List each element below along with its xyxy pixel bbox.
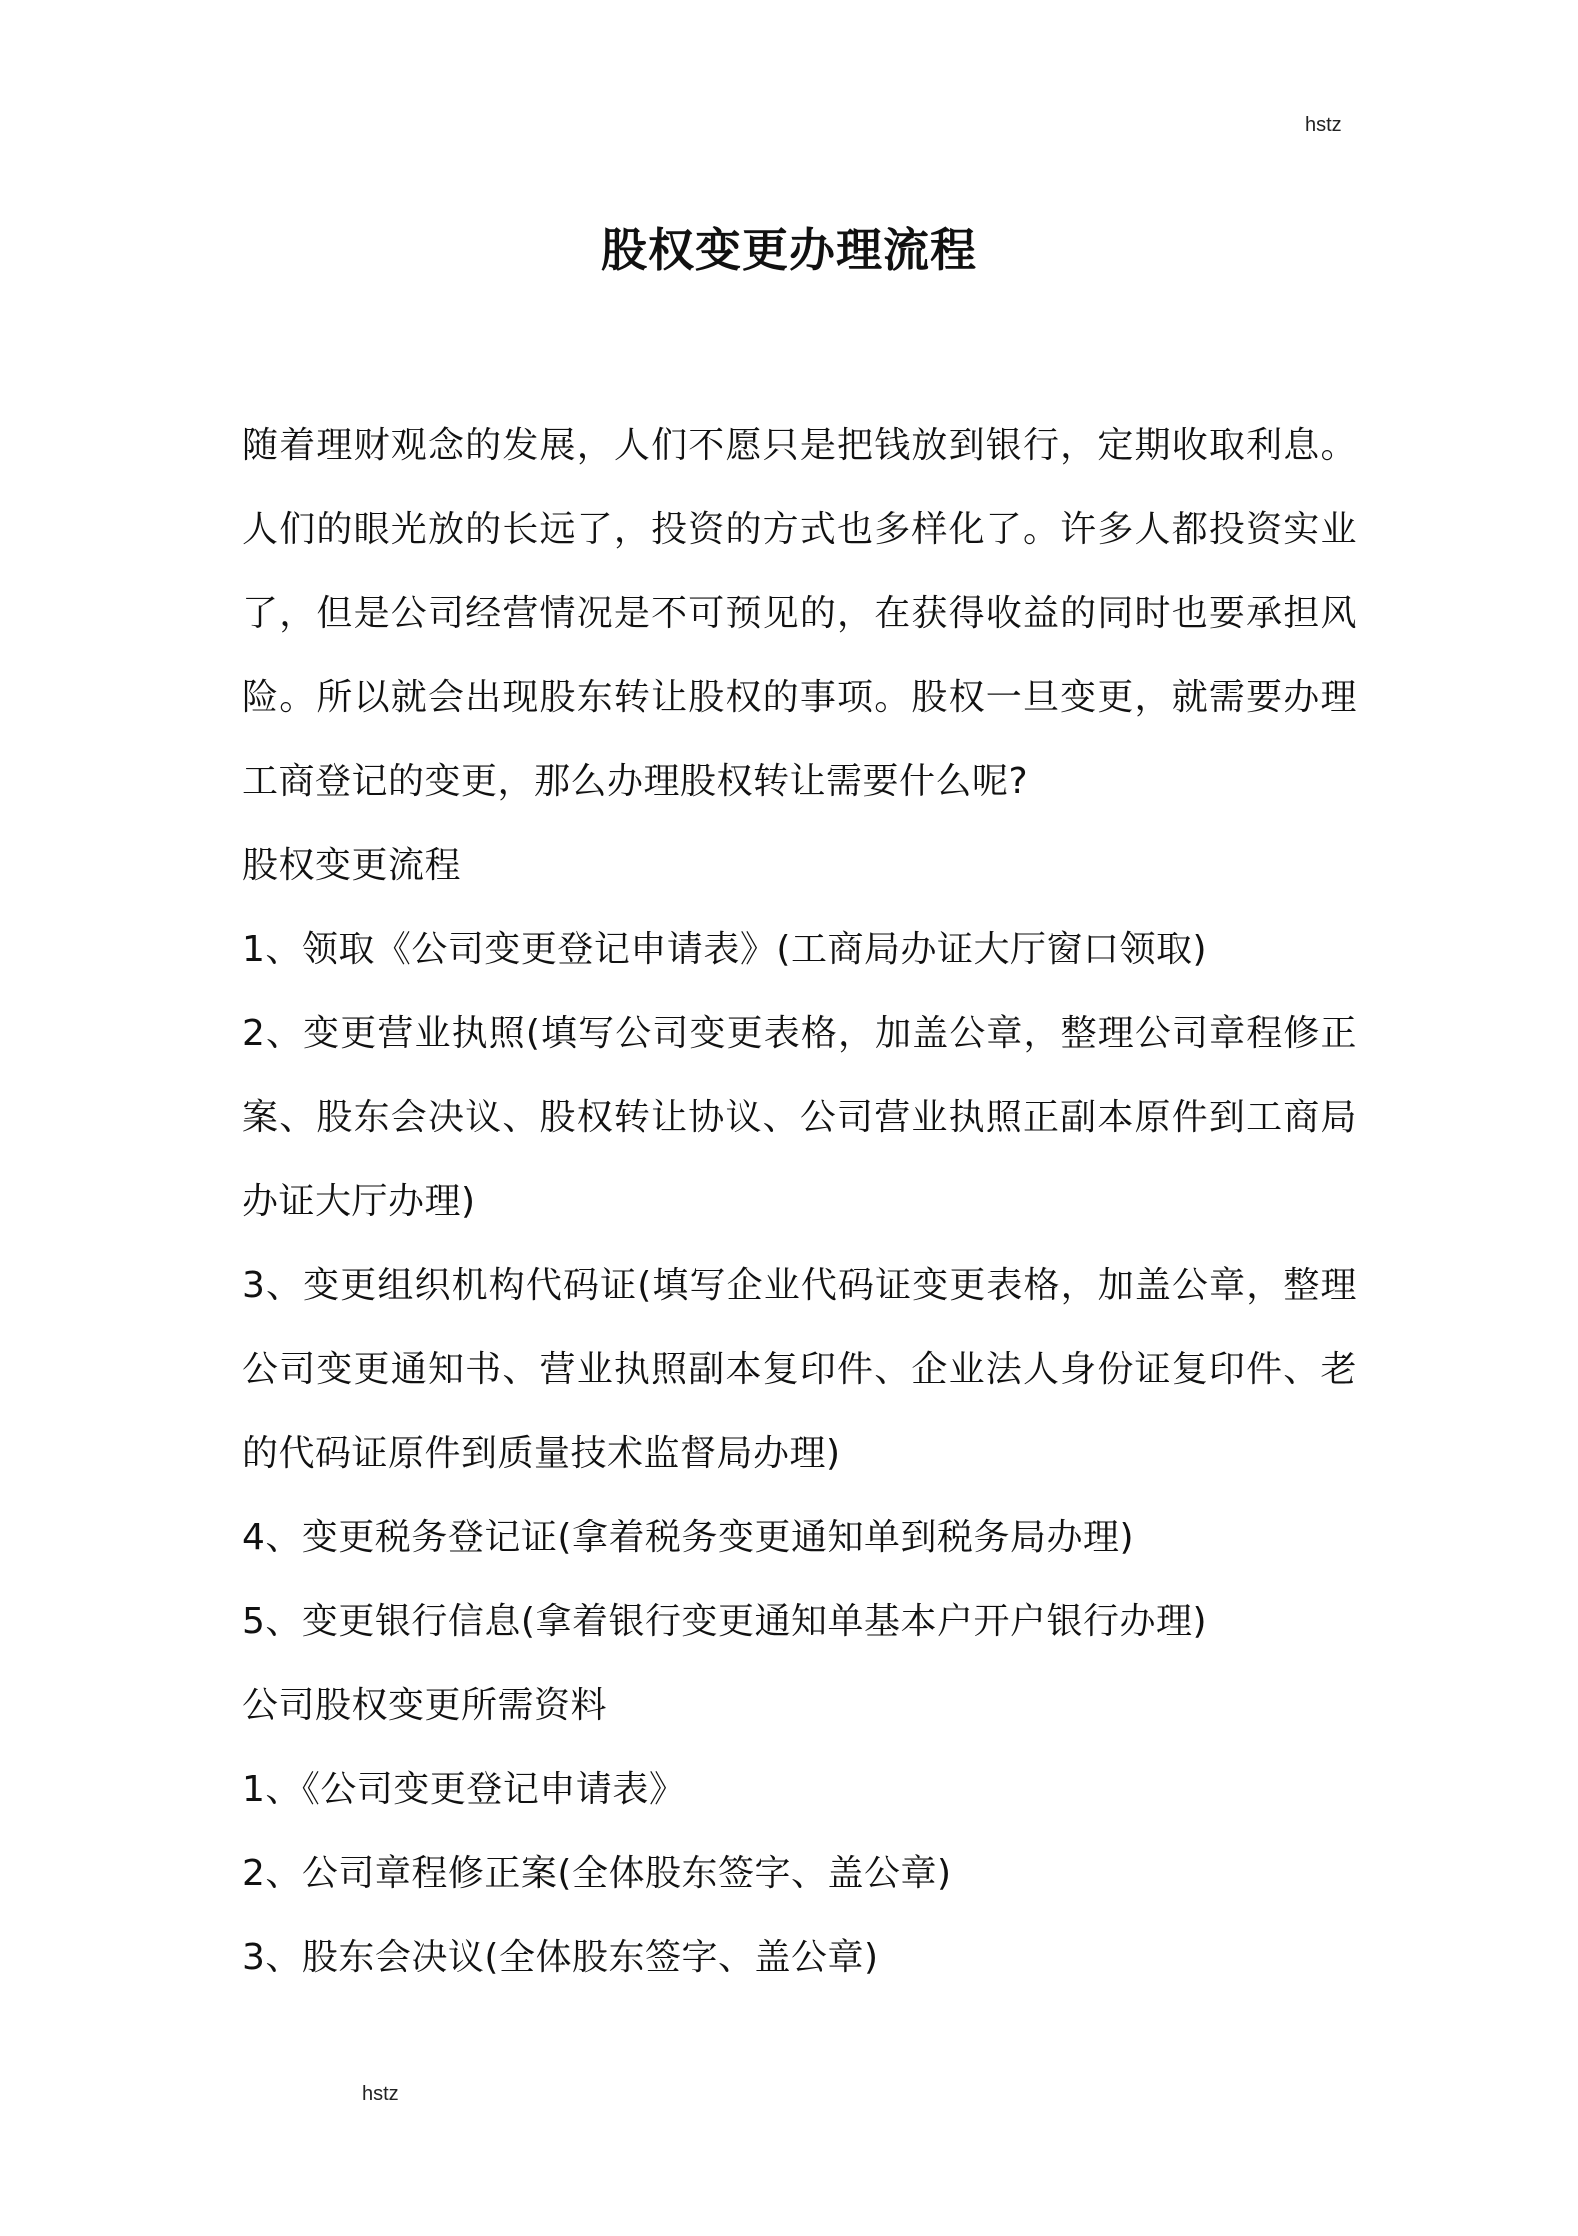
- page-title: 股权变更办理流程: [601, 223, 977, 277]
- process-step-2: 2、变更营业执照(填写公司变更表格，加盖公章，整理公司章程修正案、股东会决议、股权转让协议、公司营业执照正副本原件到工商局办证大厅办理): [242, 1013, 1357, 1222]
- process-step-1: 1、领取《公司变更登记申请表》(工商局办证大厅窗口领取): [242, 929, 1207, 970]
- footer-watermark: hstz: [362, 2083, 399, 2105]
- material-item-2: 2、公司章程修正案(全体股东签字、盖公章): [242, 1853, 952, 1894]
- process-step-4: 4、变更税务登记证(拿着税务变更通知单到税务局办理): [242, 1517, 1134, 1558]
- material-item-3: 3、股东会决议(全体股东签字、盖公章): [242, 1937, 879, 1978]
- process-step-3: 3、变更组织机构代码证(填写企业代码证变更表格，加盖公章，整理公司变更通知书、营业执照副本复印件、企业法人身份证复印件、老的代码证原件到质量技术监督局办理): [242, 1265, 1357, 1474]
- materials-heading: 公司股权变更所需资料: [242, 1685, 608, 1726]
- document-body: [242, 404, 1357, 2000]
- process-step-5: 5、变更银行信息(拿着银行变更通知单基本户开户银行办理): [242, 1601, 1207, 1642]
- material-item-1: 1、《公司变更登记申请表》: [242, 1769, 686, 1810]
- header-watermark: hstz: [1305, 114, 1342, 136]
- intro-paragraph: 随着理财观念的发展，人们不愿只是把钱放到银行，定期收取利息。人们的眼光放的长远了，投资的方式也多样化了。许多人都投资实业了，但是公司经营情况是不可预见的，在获得收益的同时也要承担风险。所以就会出现股东转让股权的事项。股权一旦变更，就需要办理工商登记的变更，那么办理股权转让需要什么呢?: [242, 425, 1357, 802]
- process-heading: 股权变更流程: [242, 845, 462, 886]
